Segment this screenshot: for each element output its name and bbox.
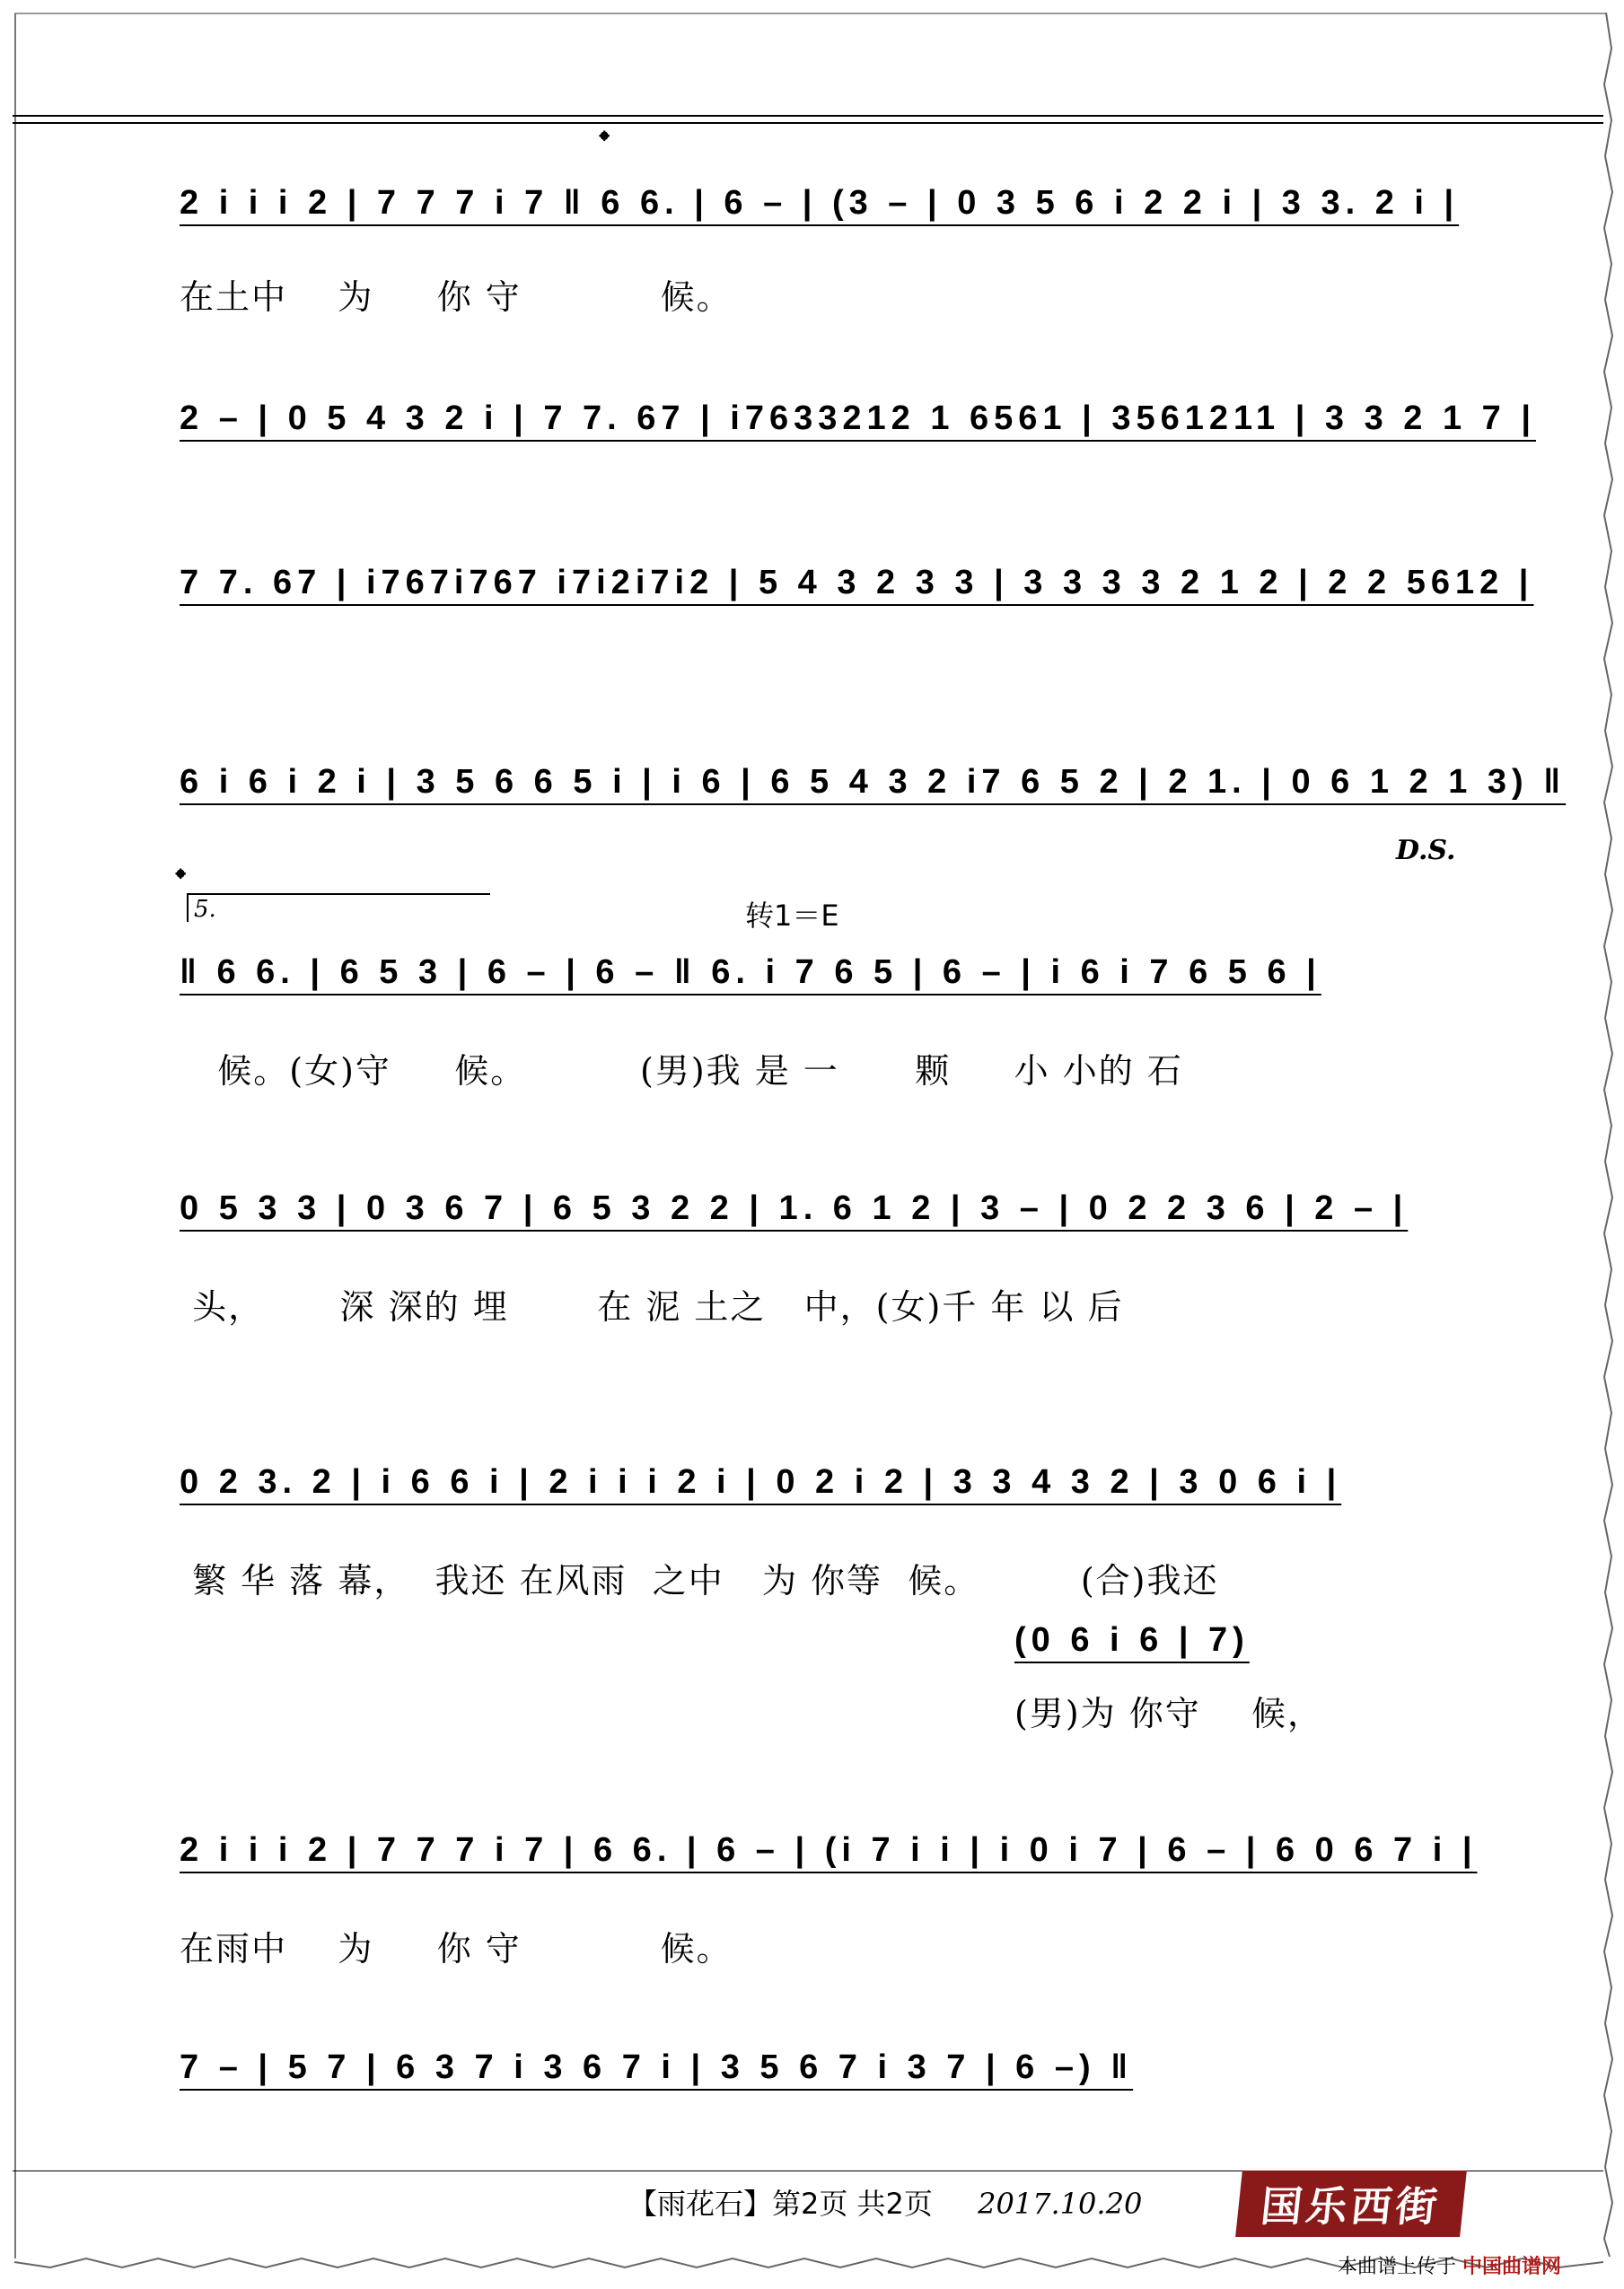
lyric-line-9: 在雨中 为 你 守 候。: [180, 1929, 733, 1969]
upload-prefix: 本曲谱上传于: [1338, 2256, 1457, 2278]
notes-line-7: 0 2 3. 2 | i 6 6 i | 2 i i i 2 i | 0 2 i 2 | 3 3 4 3 2 | 3 0 6 i |: [180, 1463, 1342, 1501]
ds-marker: D.S.: [1396, 835, 1456, 866]
footer-title: 【雨花石】第2页 共2页: [628, 2187, 933, 2221]
notes-line-1: 2 i i i 2 | 7 7 7 i 7 ‖ 6 6. | 6 – | (3 – | 0 3 5 6 i 2 2 i | 3 3. 2 i |: [180, 184, 1460, 222]
key-change-label: 转1＝E: [745, 899, 839, 933]
notes-line-5: ‖ 6 6. | 6 5 3 | 6 – | 6 – ‖ 6. i 7 6 5 | 6 – | i 6 i 7 6 5 6 |: [180, 953, 1321, 991]
lyric-line-8: (男)为 你守 候，: [1014, 1694, 1324, 1733]
upload-note: [1338, 2251, 1561, 2279]
lyric-line-1: 在土中 为 你 守 候。: [180, 277, 733, 317]
lyric-line-7: 繁 华 落 幕， 我还 在风雨 之中 为 你等 候。 (合)我还: [180, 1561, 1219, 1601]
notes-line-9: 2 i i i 2 | 7 7 7 i 7 | 6 6. | 6 – | (i 7 i i | i 0 i 7 | 6 – | 6 0 6 7 i |: [180, 1831, 1478, 1869]
ending-number: 5.: [194, 896, 216, 923]
notes-line-2: 2 – | 0 5 4 3 2 i | 7 7. 67 | i7633212 1 6561 | 3561211 | 3 3 2 1 7 |: [180, 399, 1536, 437]
first-ending-bracket: [187, 893, 490, 922]
notes-line-3: 7 7. 67 | i767i767 i7i2i7i2 | 5 4 3 2 3 3 | 3 3 3 3 2 1 2 | 2 2 5612 |: [180, 564, 1534, 601]
publisher-logo: 国乐西街: [1235, 2171, 1467, 2237]
notes-line-4: 6 i 6 i 2 i | 3 5 6 6 5 i | i 6 | 6 5 4 3 2 i7 6 5 2 | 2 1. | 0 6 1 2 1 3) ‖: [180, 763, 1567, 801]
upload-site-link[interactable]: 中国曲谱网: [1462, 2256, 1562, 2278]
notes-line-6: 0 5 3 3 | 0 3 6 7 | 6 5 3 2 2 | 1. 6 1 2 | 3 – | 0 2 2 3 6 | 2 – |: [180, 1189, 1409, 1227]
coda-sign-second: 𝄌: [176, 864, 186, 895]
footer-caption: [628, 2181, 1142, 2223]
lyric-line-5: 候。(女)守 候。 (男)我 是 一 颗 小 小的 石: [180, 1051, 1183, 1091]
lyric-line-6: 头， 深 深的 埋 在 泥 土之 中，(女)千 年 以 后: [180, 1287, 1124, 1327]
footer-date: 2017.10.20: [978, 2187, 1143, 2221]
notes-line-8: (0 6 i 6 | 7): [1014, 1621, 1250, 1659]
notes-line-10: 7 – | 5 7 | 6 3 7 i 3 6 7 i | 3 5 6 7 i 3 7 | 6 –) ‖: [180, 2048, 1134, 2086]
coda-sign-top: 𝄌: [600, 126, 610, 157]
